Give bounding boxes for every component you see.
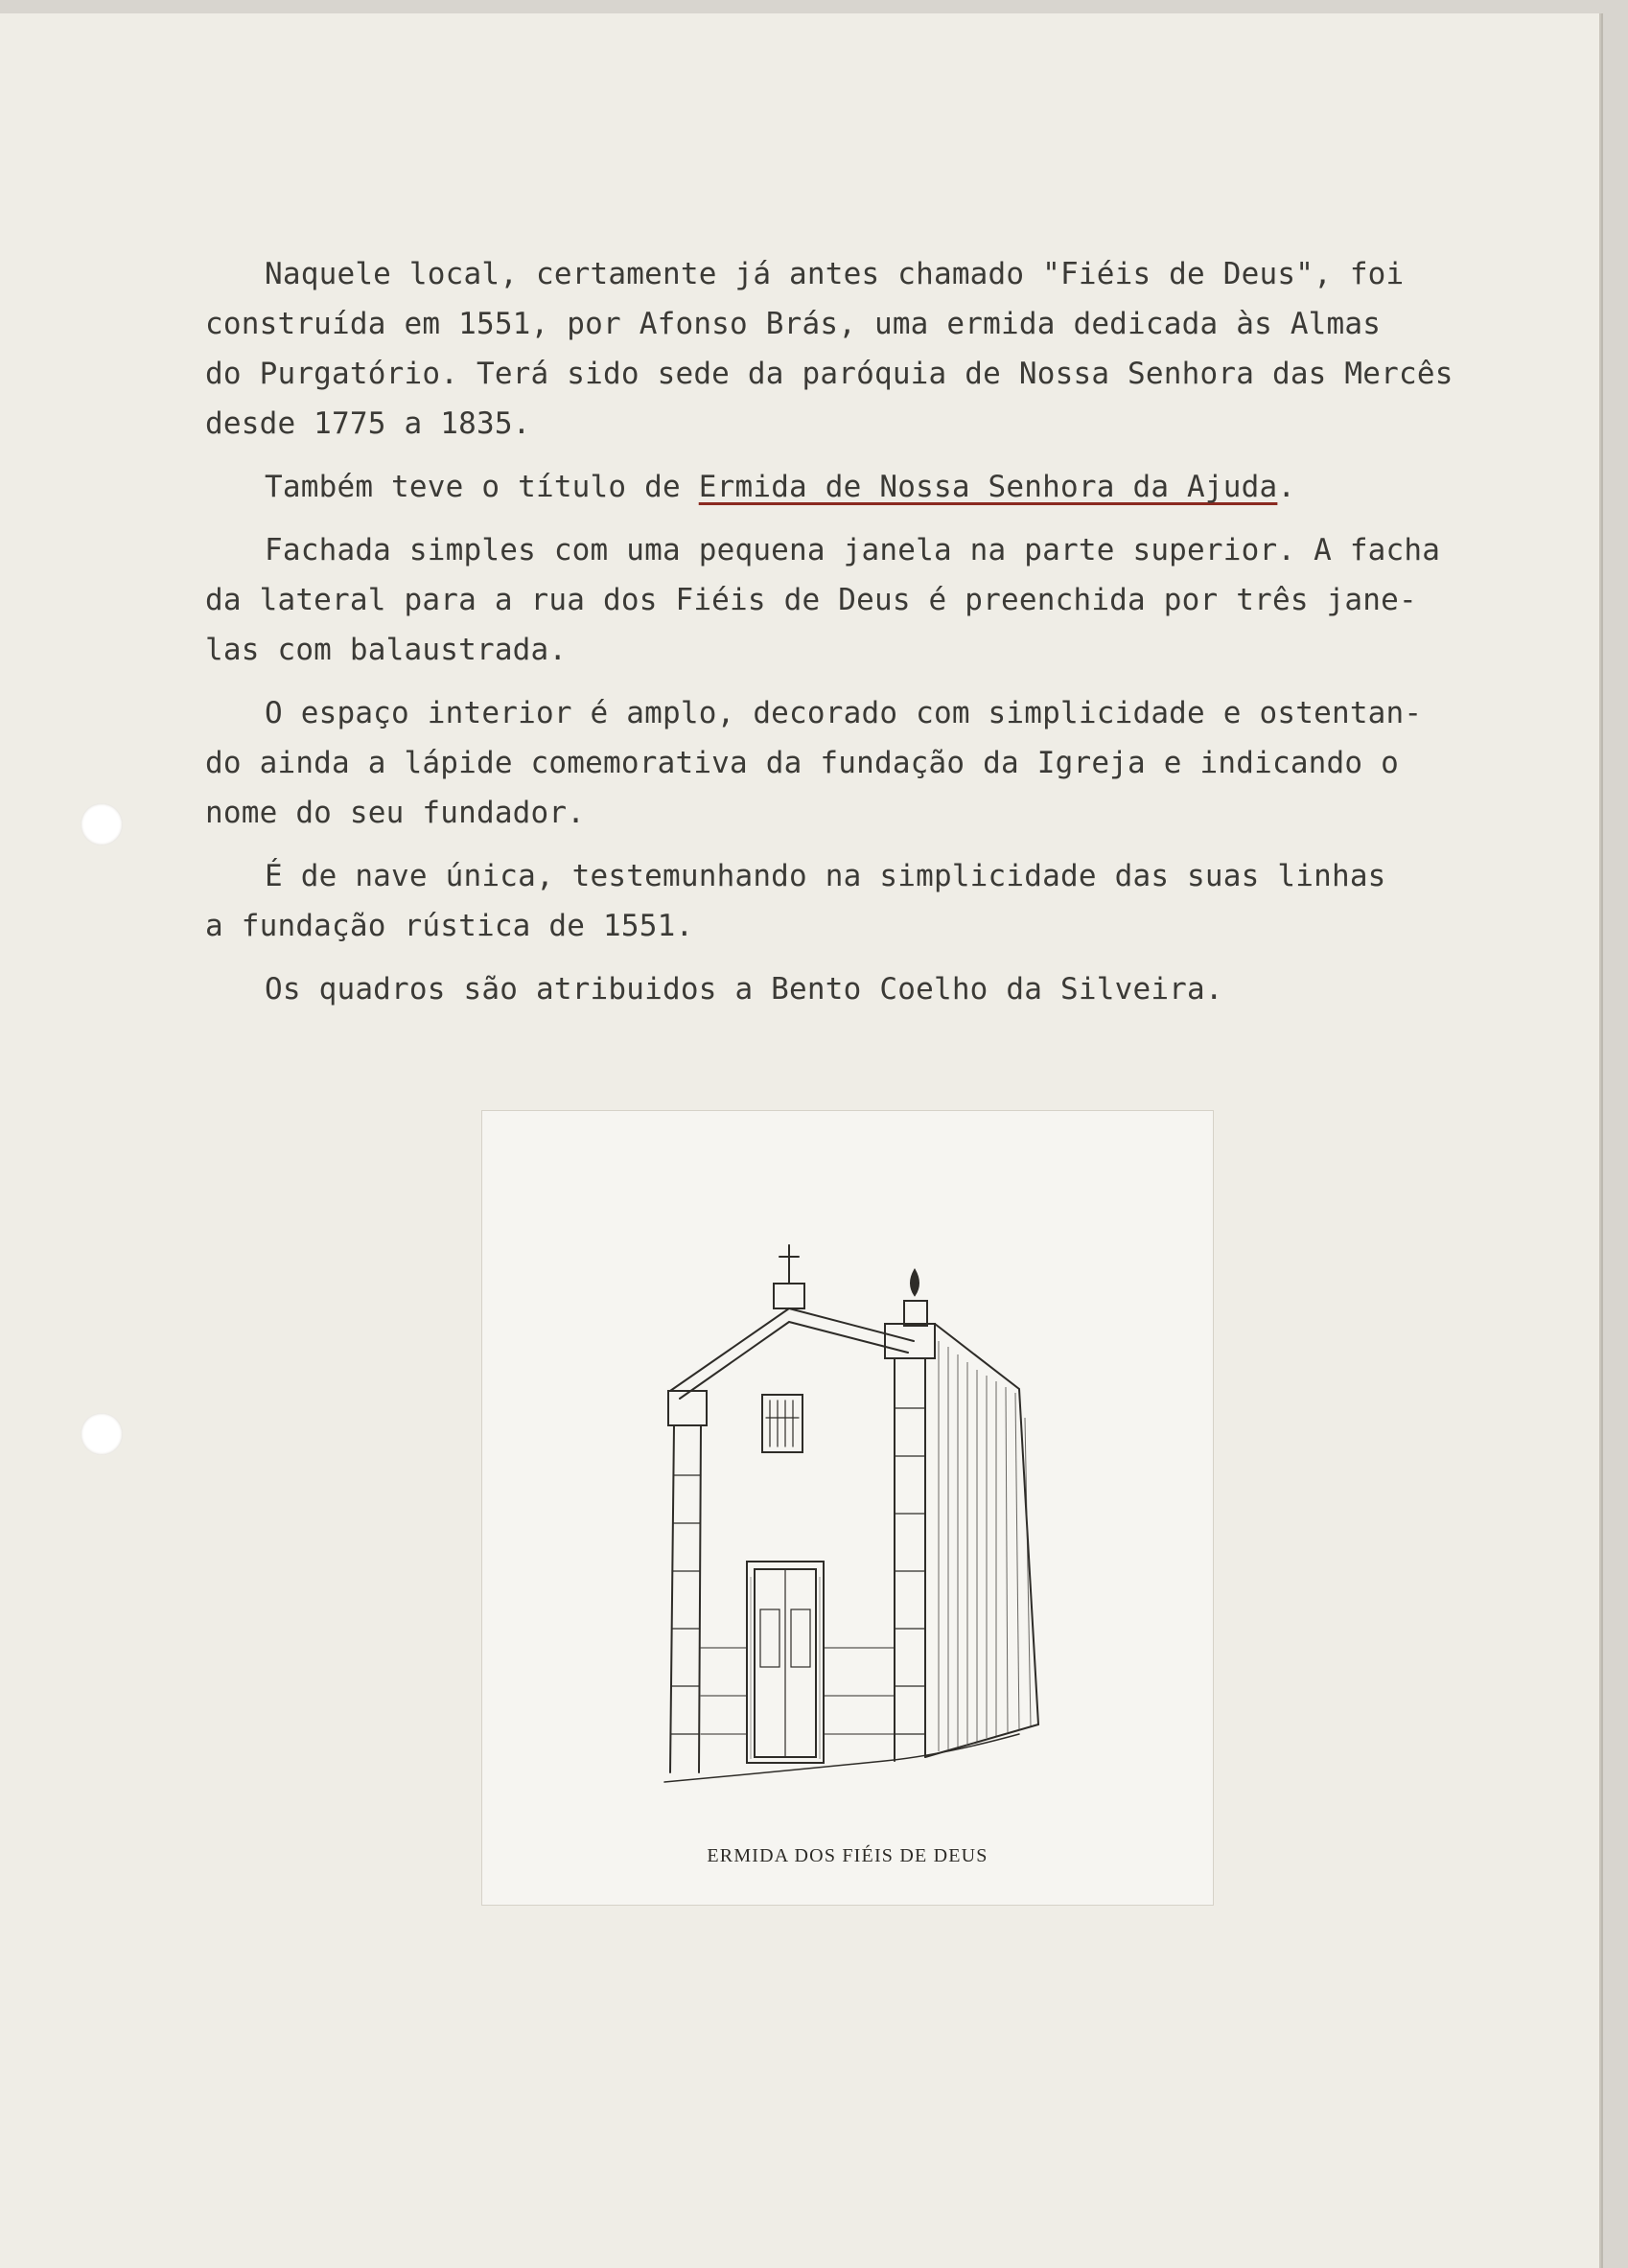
paragraph-1 [205,249,1538,449]
document-page [0,13,1599,2268]
binder-hole-top [81,803,123,845]
paragraph-2 [205,462,1538,512]
text-line: É de nave única, testemunhando na simplicidade das suas linhas [265,859,1386,893]
illustration-caption: ERMIDA DOS FIÉIS DE DEUS [707,1845,988,1866]
paragraph-5 [205,851,1538,951]
text-line: do Purgatório. Terá sido sede da paróquia de Nossa Senhora das Mercês [205,357,1454,391]
text-line: las com balaustrada. [205,633,568,667]
underlined-title: Ermida de Nossa Senhora da Ajuda [698,470,1278,504]
paragraph-4 [205,688,1538,838]
text-segment: Também teve o título de [265,470,699,504]
text-line: a fundação rústica de 1551. [205,909,694,943]
illustration-plate [481,1110,1214,1906]
text-line: do ainda a lápide comemorativa da fundação da Igreja e indicando o [205,746,1399,780]
text-line: Os quadros são atribuidos a Bento Coelho da Silveira. [265,972,1223,1007]
text-segment: . [1277,470,1296,504]
text-line [205,462,1538,512]
binder-hole-bottom [81,1413,123,1455]
text-line: desde 1775 a 1835. [205,406,531,441]
text-line: da lateral para a rua dos Fiéis de Deus é preenchida por três jane- [205,583,1417,617]
text-line: O espaço interior é amplo, decorado com simplicidade e ostentan- [265,696,1423,730]
chapel-drawing [482,1111,1213,1905]
text-line: Naquele local, certamente já antes chamado "Fiéis de Deus", foi [265,257,1405,291]
typed-text-body [205,249,1538,1028]
text-line: Fachada simples com uma pequena janela na parte superior. A facha [265,533,1441,567]
text-line: nome do seu fundador. [205,796,586,830]
text-line: construída em 1551, por Afonso Brás, uma ermida dedicada às Almas [205,307,1382,341]
paragraph-6 [205,964,1538,1014]
paragraph-3 [205,525,1538,675]
